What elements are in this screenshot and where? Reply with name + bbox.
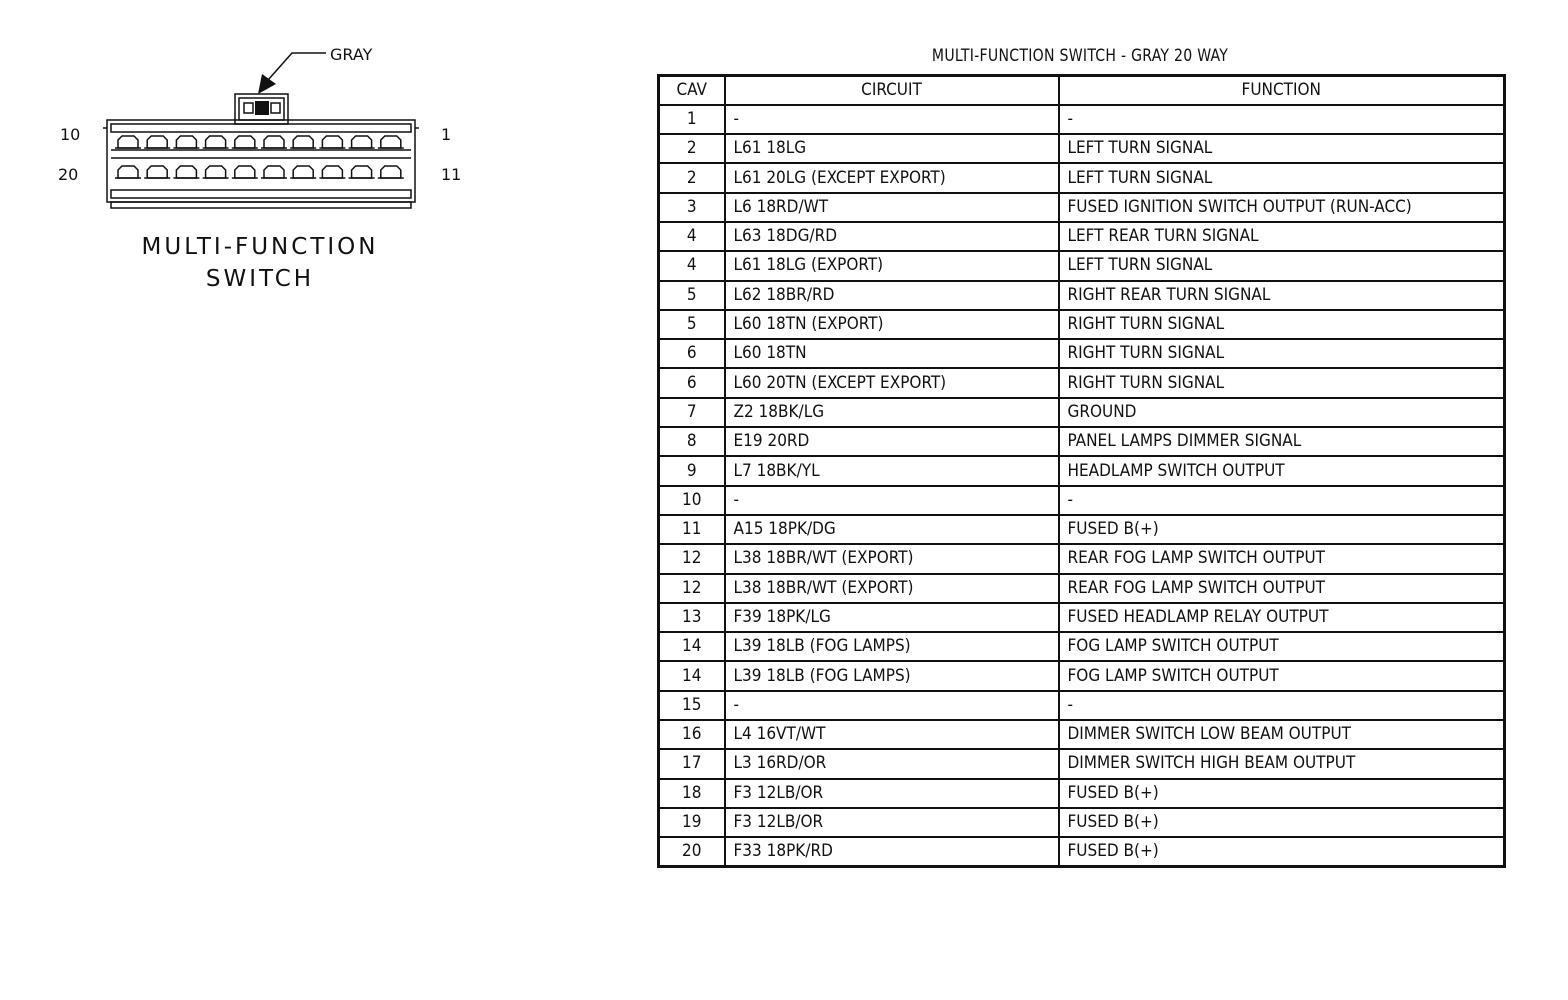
table-row	[659, 398, 1505, 427]
table-row	[659, 105, 1505, 134]
table-row	[659, 134, 1505, 163]
cav-cell: 11	[659, 515, 725, 544]
connector-leader-arrow	[258, 74, 276, 94]
cav-cell: 19	[659, 808, 725, 837]
cav-cell: 6	[659, 368, 725, 397]
function-cell: -	[1059, 105, 1505, 134]
circuit-cell: L60 18TN (EXPORT)	[725, 310, 1059, 339]
circuit-cell: L62 18BR/RD	[725, 281, 1059, 310]
pin-terminal	[293, 136, 313, 148]
pin-terminal	[118, 136, 138, 148]
header-cav: CAV	[659, 76, 725, 105]
circuit-cell: L61 20LG (EXCEPT EXPORT)	[725, 163, 1059, 192]
circuit-cell: L39 18LB (FOG LAMPS)	[725, 661, 1059, 690]
circuit-cell: L63 18DG/RD	[725, 222, 1059, 251]
pin-terminal	[118, 166, 138, 178]
function-cell: FUSED IGNITION SWITCH OUTPUT (RUN-ACC)	[1059, 193, 1505, 222]
cav-cell: 7	[659, 398, 725, 427]
pin-terminal	[264, 136, 284, 148]
table-row	[659, 603, 1505, 632]
function-cell: LEFT REAR TURN SIGNAL	[1059, 222, 1505, 251]
cav-cell: 10	[659, 486, 725, 515]
circuit-cell: -	[725, 486, 1059, 515]
cav-cell: 6	[659, 339, 725, 368]
pin-terminal	[293, 166, 313, 178]
header-circuit: CIRCUIT	[725, 76, 1059, 105]
function-cell: LEFT TURN SIGNAL	[1059, 134, 1505, 163]
function-cell: FUSED HEADLAMP RELAY OUTPUT	[1059, 603, 1505, 632]
pin-terminal	[322, 166, 342, 178]
cav-cell: 13	[659, 603, 725, 632]
function-cell: LEFT TURN SIGNAL	[1059, 251, 1505, 280]
cav-cell: 14	[659, 632, 725, 661]
cav-cell: 8	[659, 427, 725, 456]
pin-terminal	[147, 166, 167, 178]
connector-name-line2: SWITCH	[205, 266, 315, 292]
connector-diagram	[0, 0, 560, 320]
cav-cell: 5	[659, 310, 725, 339]
function-cell: REAR FOG LAMP SWITCH OUTPUT	[1059, 544, 1505, 573]
function-cell: HEADLAMP SWITCH OUTPUT	[1059, 456, 1505, 485]
table-row	[659, 749, 1505, 778]
cav-cell: 2	[659, 134, 725, 163]
table-row	[659, 808, 1505, 837]
connector-pins-top	[115, 136, 404, 148]
pin-terminal	[235, 136, 255, 148]
function-cell: FOG LAMP SWITCH OUTPUT	[1059, 632, 1505, 661]
circuit-cell: F3 12LB/OR	[725, 808, 1059, 837]
pin-number-1: 1	[441, 125, 452, 144]
circuit-cell: F33 18PK/RD	[725, 837, 1059, 866]
table-row	[659, 251, 1505, 280]
circuit-cell: A15 18PK/DG	[725, 515, 1059, 544]
table-row	[659, 427, 1505, 456]
circuit-cell: L61 18LG (EXPORT)	[725, 251, 1059, 280]
function-cell: -	[1059, 691, 1505, 720]
circuit-cell: L7 18BK/YL	[725, 456, 1059, 485]
table-row	[659, 339, 1505, 368]
function-cell: RIGHT TURN SIGNAL	[1059, 310, 1505, 339]
cav-cell: 17	[659, 749, 725, 778]
pin-terminal	[381, 166, 401, 178]
circuit-cell: L60 18TN	[725, 339, 1059, 368]
function-cell: LEFT TURN SIGNAL	[1059, 163, 1505, 192]
function-cell: REAR FOG LAMP SWITCH OUTPUT	[1059, 574, 1505, 603]
cav-cell: 1	[659, 105, 725, 134]
circuit-cell: Z2 18BK/LG	[725, 398, 1059, 427]
cav-cell: 12	[659, 574, 725, 603]
table-row	[659, 515, 1505, 544]
cav-cell: 15	[659, 691, 725, 720]
connector-body	[103, 120, 419, 208]
cav-cell: 16	[659, 720, 725, 749]
pin-number-20: 20	[58, 165, 79, 184]
circuit-cell: F39 18PK/LG	[725, 603, 1059, 632]
pin-terminal	[352, 166, 372, 178]
table-title: MULTI-FUNCTION SWITCH - GRAY 20 WAY	[931, 46, 1229, 66]
function-cell: DIMMER SWITCH LOW BEAM OUTPUT	[1059, 720, 1505, 749]
circuit-cell: L39 18LB (FOG LAMPS)	[725, 632, 1059, 661]
pin-terminal	[206, 166, 226, 178]
function-cell: RIGHT TURN SIGNAL	[1059, 368, 1505, 397]
table-row	[659, 691, 1505, 720]
circuit-cell: L38 18BR/WT (EXPORT)	[725, 544, 1059, 573]
connector-name-line1: MULTI-FUNCTION	[141, 234, 379, 260]
cav-cell: 20	[659, 837, 725, 866]
function-cell: RIGHT REAR TURN SIGNAL	[1059, 281, 1505, 310]
table-row	[659, 193, 1505, 222]
function-cell: RIGHT TURN SIGNAL	[1059, 339, 1505, 368]
cav-cell: 4	[659, 251, 725, 280]
cav-cell: 4	[659, 222, 725, 251]
table-row	[659, 837, 1505, 866]
function-cell: GROUND	[1059, 398, 1505, 427]
function-cell: FUSED B(+)	[1059, 837, 1505, 866]
cav-cell: 2	[659, 163, 725, 192]
table-row	[659, 310, 1505, 339]
circuit-cell: L38 18BR/WT (EXPORT)	[725, 574, 1059, 603]
table-row	[659, 486, 1505, 515]
table-row	[659, 163, 1505, 192]
pin-terminal	[147, 136, 167, 148]
cav-cell: 5	[659, 281, 725, 310]
table-row	[659, 720, 1505, 749]
function-cell: DIMMER SWITCH HIGH BEAM OUTPUT	[1059, 749, 1505, 778]
pin-number-11: 11	[441, 165, 462, 184]
pin-number-10: 10	[60, 125, 81, 144]
pin-terminal	[176, 136, 196, 148]
function-cell: FUSED B(+)	[1059, 779, 1505, 808]
pin-terminal	[206, 136, 226, 148]
cav-cell: 3	[659, 193, 725, 222]
pin-terminal	[381, 136, 401, 148]
circuit-cell: L3 16RD/OR	[725, 749, 1059, 778]
table-row	[659, 281, 1505, 310]
table-row	[659, 456, 1505, 485]
table-row	[659, 574, 1505, 603]
cav-cell: 18	[659, 779, 725, 808]
cav-cell: 9	[659, 456, 725, 485]
pinout-table	[657, 74, 1506, 868]
connector-pins-bottom	[115, 166, 404, 178]
circuit-cell: -	[725, 105, 1059, 134]
connector-leader-line	[268, 53, 326, 80]
circuit-cell: L61 18LG	[725, 134, 1059, 163]
function-cell: -	[1059, 486, 1505, 515]
cav-cell: 14	[659, 661, 725, 690]
pin-terminal	[352, 136, 372, 148]
pin-terminal	[176, 166, 196, 178]
circuit-cell: -	[725, 691, 1059, 720]
table-row	[659, 222, 1505, 251]
table-header-row	[659, 76, 1505, 105]
table-row	[659, 368, 1505, 397]
table-row	[659, 661, 1505, 690]
circuit-cell: F3 12LB/OR	[725, 779, 1059, 808]
circuit-cell: E19 20RD	[725, 427, 1059, 456]
table-row	[659, 779, 1505, 808]
pin-terminal	[235, 166, 255, 178]
circuit-cell: L60 20TN (EXCEPT EXPORT)	[725, 368, 1059, 397]
pin-terminal	[264, 166, 284, 178]
header-function: FUNCTION	[1059, 76, 1505, 105]
table-row	[659, 544, 1505, 573]
connector-color-label: GRAY	[330, 45, 373, 64]
function-cell: FUSED B(+)	[1059, 808, 1505, 837]
function-cell: FOG LAMP SWITCH OUTPUT	[1059, 661, 1505, 690]
circuit-cell: L4 16VT/WT	[725, 720, 1059, 749]
table-row	[659, 632, 1505, 661]
function-cell: PANEL LAMPS DIMMER SIGNAL	[1059, 427, 1505, 456]
function-cell: FUSED B(+)	[1059, 515, 1505, 544]
cav-cell: 12	[659, 544, 725, 573]
circuit-cell: L6 18RD/WT	[725, 193, 1059, 222]
pin-terminal	[322, 136, 342, 148]
